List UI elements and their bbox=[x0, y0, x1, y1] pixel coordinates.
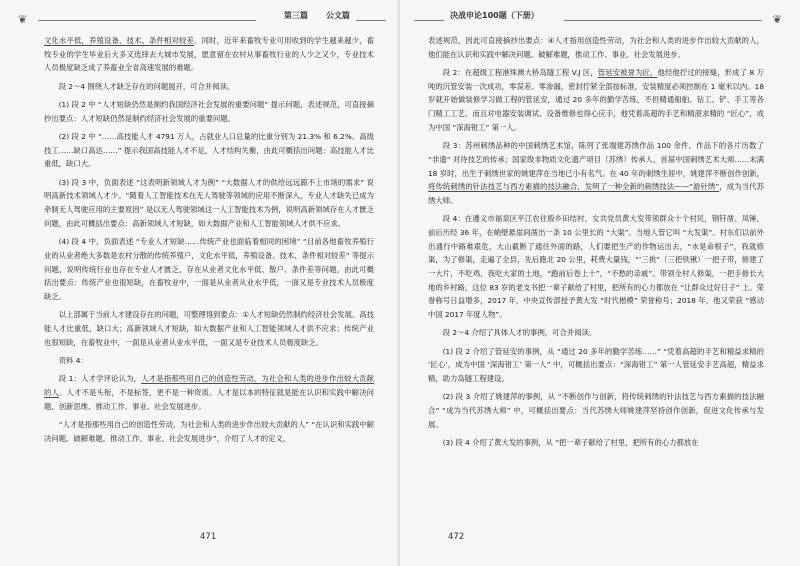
paragraph bbox=[44, 130, 374, 171]
paragraph-text: (3) 段 4 介绍了黄大发的事例，从 “把一辈子献给了村里，把所有的心力都放在 bbox=[442, 438, 699, 448]
page-number: 471 bbox=[200, 532, 217, 542]
paragraph-text: 带领全村人修渠，一把手修长大地的乡村路，这位 83 岁的老支书把一辈子献给了村里，把所有的心力都放在 “让群众过好日子” 上。荣誉称号日益增多，2017 年，中央宣传部授予黄大发 “时代楷模” 荣誉称号；2018 年，他又荣获 “感动中国 2017 年度人物”。 bbox=[428, 269, 764, 320]
header-section: 公文篇 bbox=[326, 11, 350, 20]
paragraph bbox=[428, 345, 764, 386]
right-page-header bbox=[414, 6, 782, 26]
header-title: 决战申论100题（下册） bbox=[450, 11, 539, 20]
paragraph bbox=[428, 390, 764, 431]
paragraph-text: 资料 4： bbox=[58, 355, 88, 365]
underlined-text: 人才是指那些用自己的创造性劳动，为社会和人类的进步作出较大贡献的人 bbox=[44, 374, 374, 397]
paragraph-text: (1) 段 2 中 “人才短缺仍然是制约我国经济社会发展的重要问题” 提示问题，表述规范，可直接摘抄出要点：人才短缺仍然是制约经济社会发展的重要问题。 bbox=[44, 100, 374, 123]
paragraph-text: ，成为当代苏绣大师。 bbox=[428, 182, 764, 205]
paragraph bbox=[428, 139, 764, 208]
paragraph bbox=[44, 235, 374, 304]
left-page-body bbox=[44, 34, 374, 450]
paragraph bbox=[428, 212, 764, 322]
paragraph-text: (4) 段 4 中，负面表述 “专业人才短缺……传统产业也面临着相同的困境” “目前各地畜牧养殖行业的从业者绝大多数是农村分散的传统养殖户，文化水平低，养殖设备、技术、条件相对较差” 等提示问题，说明传统行业也存在专业人才匮乏，存在从业者文化水平低、散户、条件差等问题，由此可概括出要点：传统产业也很短缺，在畜牧业中，一面是从业者从业水平低，一面又是专业技术人员极度缺乏。 bbox=[44, 237, 374, 301]
underlined-text: 将传统刺绣的针法技艺与西方素描的技法融合，发明了一种全新的刺绣技法——“游针绣” bbox=[428, 182, 720, 192]
paragraph-text: 段 3：苏州刺绣品种的中国刺绣艺术馆，陈列了张端建苏绣作品 100 余件，作品下的各片历数了 “非遗” 对待技艺的传承；国家级非物质文化遗产项目（苏绣）传承人、首届中国刺绣艺术大师……未满 18 岁时，出生于刺绣世家的姚建萍在当地已小有名气。在 40 年的刺绣生涯中，姚建萍不断创作创新， bbox=[428, 141, 764, 178]
header-rule bbox=[38, 20, 256, 21]
paragraph-text: 他经他拧过的接缝，形成了 8 万吨的沉管安装一次成功，零误差、零渗漏，密封拧紧全部按标准，安装精度必须控制在 1 毫米以内。18 岁就开始做装修学习做工程的管延安，通过 20 多年的勤学苦练，不但精通船舶、钻工、铲、手工等各门精工工艺，而且对电器安装调试、设备维修也得心应手，他凭着高超的手艺和精湛求精的 “匠心”，成为中国 “深海钳工” 第一人。 bbox=[428, 68, 764, 132]
paragraph bbox=[428, 436, 764, 450]
paragraph-text: (2) 段 2 中 “……高技能人才 4791 万人，占就业人口总量的比重分别为 21.3% 和 6.2%。高级技工……缺口高达……” 提示我国高技能人才不足，人才结构失衡，由此可概括出问题：高技能人才比重低，缺口大。 bbox=[44, 132, 374, 169]
paragraph-text: 。同时，近年来畜牧专业可用收到的学生越来越少，畜牧专业的学生毕业后大多又选择去大城市发展，愿意留在农村从事畜牧行业的人少之又少，专业技术人员极度缺乏成了养畜业全省高速发展的难题。 bbox=[44, 36, 374, 73]
header-rule-left bbox=[414, 20, 444, 21]
paragraph-text: (2) 段 3 介绍了姚建萍的事例，从 “不断创作与创新，将传统刺绣的针法技艺与西方素描的技法融合” “成为当代苏绣大师” 中，可概括出要点：当代苏绣大师姚建萍坚持创作创新，促进文化传承与发展。 bbox=[428, 392, 764, 429]
paragraph-text: 段 2～4 围绕人才缺乏存在的问题展开，可合并阅读。 bbox=[58, 81, 235, 91]
paragraph-text: (3) 段 3 中，负面表述 “这表明新领域人才为例” “大数据人才的供给远远跟不上市场的需求” 说明高新技术领域人才少。“随着人工智能技术在无人驾驶等领域的应用不断深入，专业人才缺失已成为牵制无人驾驶应用的主要原因” 是以无人驾驶领域这一人工智能技术为例，说明高新领域存在人才匮乏问题，由此可概括出要点：高新领域人才短缺，如大数据产业和人工智能领域人才供不应求。 bbox=[44, 177, 374, 228]
paragraph bbox=[44, 98, 374, 125]
paragraph bbox=[44, 372, 374, 413]
paragraph bbox=[428, 326, 764, 340]
underlined-text: 文化水平低，养殖设备、技术、条件相对较差 bbox=[44, 36, 195, 45]
paragraph bbox=[44, 308, 374, 349]
paragraph bbox=[44, 80, 374, 94]
left-page-header bbox=[18, 6, 386, 26]
paragraph-text: 。人才不是头衔，不是标签，更不是一种资质。人才是以本的特征就是能在认识和实践中解决问题、创新思维、推动工作、事业、社会发展进步。 bbox=[44, 387, 374, 411]
paragraph bbox=[44, 354, 374, 368]
paragraph-text: 段 2～4 介绍了具体人才的事例，可合并阅读。 bbox=[442, 328, 597, 338]
paragraph-text: 以上部属于当前人才建设存在的问题，可整理得到要点：①人才短缺仍然制约经济社会发展。高技能人才比重低，缺口大；高新领域人才短缺，如大数据产业和人工智能领域人才供不应求；传统产业也很短缺，在畜牧业中，一面是从业者从业水平低，一面又是专业技术人员极度缺乏。 bbox=[44, 310, 374, 347]
paragraph bbox=[428, 66, 764, 135]
paragraph-text: (1) 段 2 介绍了管延安的事例，从 “通过 20 多年的勤学苦练……” “凭着高超的手艺和精益求精的 ‘匠心’，成为中国 ‘深海钳工’ 第一人” 中，可概括出要点：“深海钳工” 第一人管延安手艺高超，精益求精，助力岛隧工程建设。 bbox=[428, 346, 764, 384]
header-part: 第三篇 bbox=[284, 11, 308, 20]
paragraph-text: “人才是指那些用自己的创造性劳动，为社会和人类的进步作出较大贡献的人” “在认识和实践中解决问题、破解难题，推动工作、事业、社会发展进步”，介绍了人才的定义， bbox=[44, 419, 374, 443]
paragraph-text: 段 1：人才学评论认为， bbox=[58, 374, 142, 384]
paragraph bbox=[428, 34, 764, 61]
right-page-body bbox=[428, 34, 764, 454]
right-page bbox=[400, 0, 800, 566]
leaf-ornament-icon: ❦ bbox=[18, 13, 28, 26]
paragraph-text: 表述规范，因此可直接摘抄出要点：④人才指用创造性劳动，为社会和人类的进步作出较大贡献的人，他们能在认识和实践中解决问题、破解难题，推动工作、事业、社会发展进步。 bbox=[428, 36, 764, 59]
header-rule bbox=[564, 20, 762, 21]
underlined-text: 管延安被誉为匠， bbox=[597, 68, 658, 77]
paragraph bbox=[44, 34, 374, 75]
header-rule-right bbox=[356, 20, 386, 21]
paragraph-text: 段 4：在遵义市福泉区平江农住殷乡田结村，女共党员黄大发带领群众十个村民，钢钎凿、凤锤，前后历经 36 年，在峭壁悬崖间凿出一条 10 公里长的 “大渠”。当地人管它叫 “大发渠”。村东们以前外出通行中路难艰危，大山截断了通往外面的路，人们要把生产的作物运出去，“水是命根子”，我就修渠，为了修渠，走遍了全县，先后跑北 20 公里，耗费大量钱，“‘三挑”（三把铁锹）一把子带，修建了一大片，不吃鸡，我吃大家的土地，“跑前后卷上十”，“不愁的亲戚”。 bbox=[428, 214, 764, 279]
paragraph-text: 段 2：在超级工程港珠澳大桥岛隧工程 V.J 区， bbox=[442, 68, 598, 77]
leaf-ornament-icon: ❦ bbox=[772, 13, 782, 26]
page-number: 472 bbox=[448, 532, 465, 542]
paragraph bbox=[44, 176, 374, 231]
paragraph bbox=[44, 418, 374, 445]
